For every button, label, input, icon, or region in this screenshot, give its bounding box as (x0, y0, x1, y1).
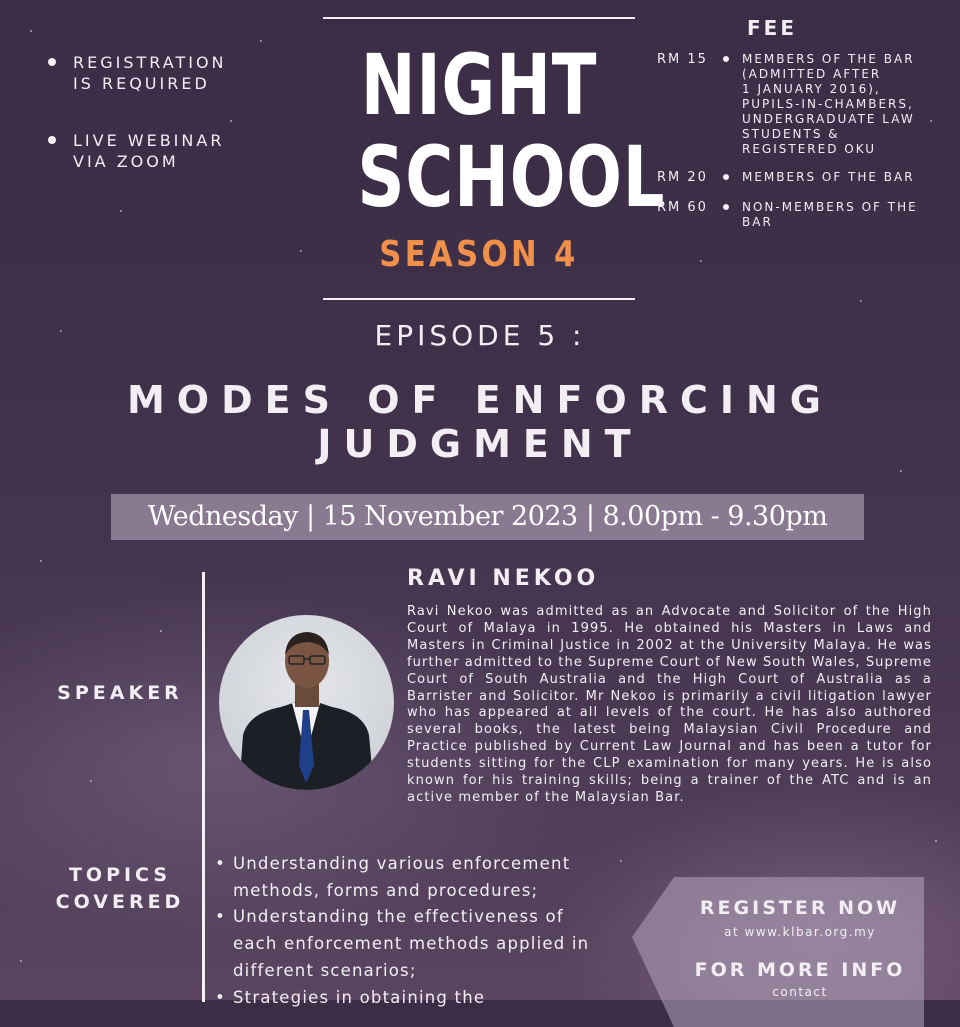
title-night: NIGHT (360, 36, 598, 134)
register-link[interactable]: at www.klbar.org.my (724, 925, 876, 939)
speaker-bio: Ravi Nekoo was admitted as an Advocate and Solicitor of the High Court of Malaya in 1995. He obtained his Masters in Laws and Masters in Criminal Justice in 2002 at the University Malaya. He was further admitted to the Supreme Court of New South Wales, Supreme Court of South Australia and the High Court of Australia as a Barrister and Solicitor. Mr Nekoo is primarily a civil litigation lawyer who has appeared at all levels of the court. He has also authored several books, the latest being Malaysian Civil Procedure and Practice published by Current Law Journal and has been a tutor for students sitting for the CLP examination for many years. He is also known for his training skills; being a trainer of the ATC and is an active member of the Malaysian Bar. (407, 604, 932, 805)
bullet-icon (723, 204, 729, 210)
title-divider-bottom (323, 298, 635, 300)
title-school: SCHOOL (357, 128, 666, 226)
bullet-icon (723, 56, 729, 62)
fee-row (657, 170, 927, 185)
list-item: • Strategies in obtaining the (215, 985, 595, 1012)
section-divider (202, 572, 205, 1002)
bullet-icon (48, 136, 56, 144)
episode-label: EPISODE 5 : (374, 319, 586, 352)
register-now-heading: REGISTER NOW (699, 897, 901, 919)
topics-list (215, 851, 595, 1011)
fee-row (657, 200, 927, 230)
bullet-icon (48, 58, 56, 66)
date-bar: Wednesday | 15 November 2023 | 8.00pm - 9.30pm (111, 494, 864, 540)
speaker-photo (219, 615, 394, 790)
season-label: SEASON 4 (379, 234, 579, 275)
webinar-note: LIVE WEBINAR VIA ZOOM (48, 130, 253, 172)
list-item: • Understanding the effectiveness of each enforcement methods applied in different scenarios; (215, 904, 595, 984)
fee-amount: RM 15 (657, 52, 708, 67)
speaker-label: SPEAKER (57, 682, 183, 704)
fee-description: NON-MEMBERS OF THE BAR (742, 200, 918, 229)
fee-title: FEE (747, 16, 797, 40)
fee-description: MEMBERS OF THE BAR (742, 170, 915, 184)
fee-row (657, 52, 927, 157)
fee-amount: RM 20 (657, 170, 708, 185)
list-item: • Understanding various enforcement methods, forms and procedures; (215, 851, 595, 904)
topic-title: MODES OF ENFORCING JUDGMENT (126, 378, 833, 466)
bullet-icon (723, 174, 729, 180)
topics-label: TOPICS COVERED (55, 864, 185, 913)
speaker-name: RAVI NEKOO (407, 566, 600, 591)
fee-description: MEMBERS OF THE BAR (ADMITTED AFTER 1 JANUARY 2016), PUPILS-IN-CHAMBERS, UNDERGRADUATE LAW STUDENTS & REGISTERED OKU (742, 52, 915, 156)
contact-label: contact (772, 985, 828, 999)
more-info-heading: FOR MORE INFO (694, 959, 906, 981)
speaker-portrait-icon (219, 615, 394, 790)
title-divider-top (323, 17, 635, 19)
registration-note: REGISTRATION IS REQUIRED (48, 52, 253, 94)
fee-amount: RM 60 (657, 200, 708, 215)
